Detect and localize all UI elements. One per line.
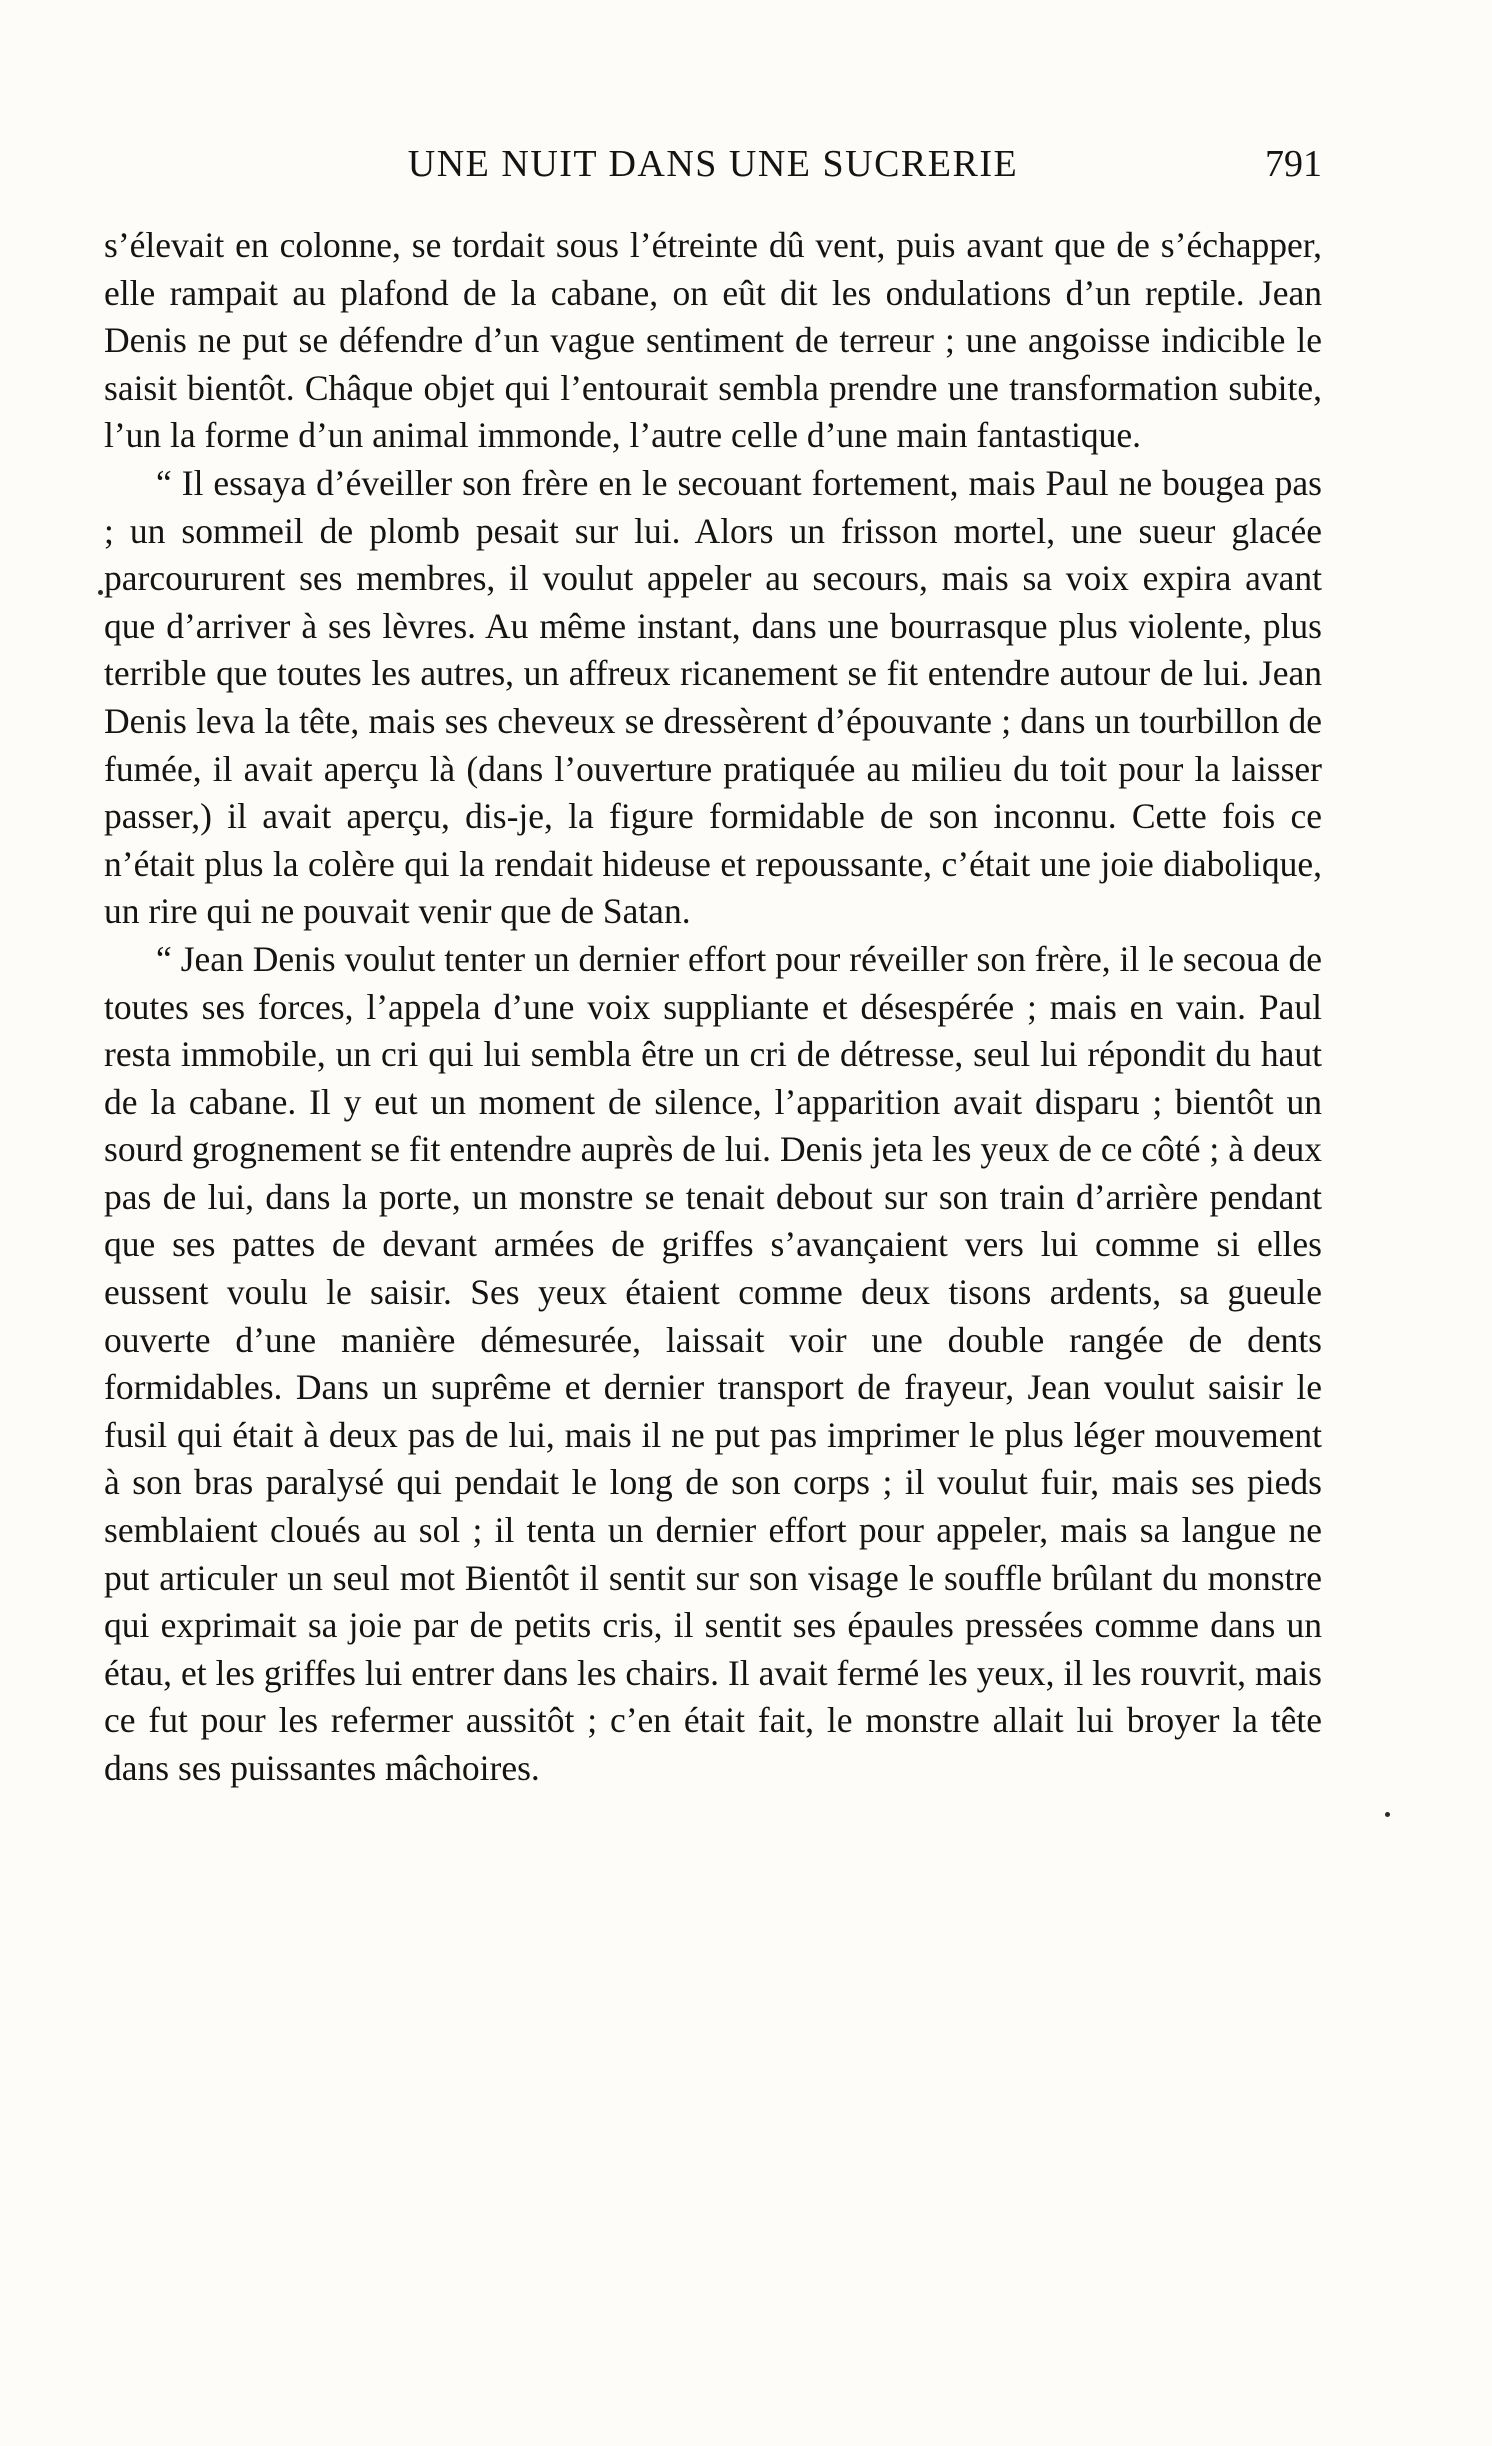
running-head (104, 140, 1322, 188)
paragraph-1: s’élevait en colonne, se tordait sous l’étreinte dû vent, puis avant que de s’échapper, elle rampait au plafond de la cabane, on eût dit les ondulations d’un reptile. Jean Denis ne put se défendre d’un vague sentiment de terreur ; une angoisse indicible le saisit bientôt. Châque objet qui l’entourait sembla prendre une transformation subite, l’un la forme d’un animal immonde, l’autre celle d’une main fantastique. (104, 225, 1322, 456)
paragraph-2: “ Il essaya d’éveiller son frère en le secouant fortement, mais Paul ne bougea pas ; un sommeil de plomb pesait sur lui. Alors un frisson mortel, une sueur glacée parcoururent ses membres, il voulut appeler au secours, mais sa voix expira avant que d’arriver à ses lèvres. Au même instant, dans une bourrasque plus violente, plus terrible que toutes les autres, un affreux ricanement se fit entendre autour de lui. Jean Denis leva la tête, mais ses cheveux se dressèrent d’épouvante ; dans un tourbillon de fumée, il avait aperçu là (dans l’ouverture pratiquée au milieu du toit pour la laisser passer,) il avait aperçu, dis-je, la figure formidable de son inconnu. Cette fois ce n’était plus la colère qui la rendait hideuse et repoussante, c’était une joie diabolique, un rire qui ne pouvait venir que de Satan. (104, 462, 1322, 932)
ink-speck-left (98, 590, 103, 595)
ink-speck-right (1385, 1812, 1390, 1817)
body-text (104, 222, 1322, 1793)
page-number: 791 (1265, 143, 1322, 185)
paragraph-3: “ Jean Denis voulut tenter un dernier effort pour réveiller son frère, il le secoua de toutes ses forces, l’appela d’une voix suppliante et désespérée ; mais en vain. Paul resta immobile, un cri qui lui sembla être un cri de détresse, seul lui répondit du haut de la cabane. Il y eut un moment de silence, l’apparition avait disparu ; bientôt un sourd grognement se fit entendre auprès de lui. Denis jeta les yeux de ce côté ; à deux pas de lui, dans la porte, un monstre se tenait debout sur son train d’arrière pendant que ses pattes de devant armées de griffes s’avançaient vers lui comme si elles eussent voulu le saisir. Ses yeux étaient comme deux tisons ardents, sa gueule ouverte d’une manière démesurée, laissait voir une double rangée de dents formidables. Dans un suprême et dernier transport de frayeur, Jean voulut saisir le fusil qui était à deux pas de lui, mais il ne put pas imprimer le plus léger mouvement à son bras paralysé qui pendait le long de son corps ; il voulut fuir, mais ses pieds semblaient cloués au sol ; il tenta un dernier effort pour appeler, mais sa langue ne put articuler un seul mot Bientôt il sentit sur son visage le souffle brûlant du monstre qui exprimait sa joie par de petits cris, il sentit ses épaules pressées comme dans un étau, et les griffes lui entrer dans les chairs. Il avait fermé les yeux, il les rouvrit, mais ce fut pour les refermer aussitôt ; c’en était fait, le monstre allait lui broyer la tête dans ses puissantes mâchoires. (104, 938, 1322, 1788)
running-title: UNE NUIT DANS UNE SUCRERIE (407, 143, 1019, 185)
